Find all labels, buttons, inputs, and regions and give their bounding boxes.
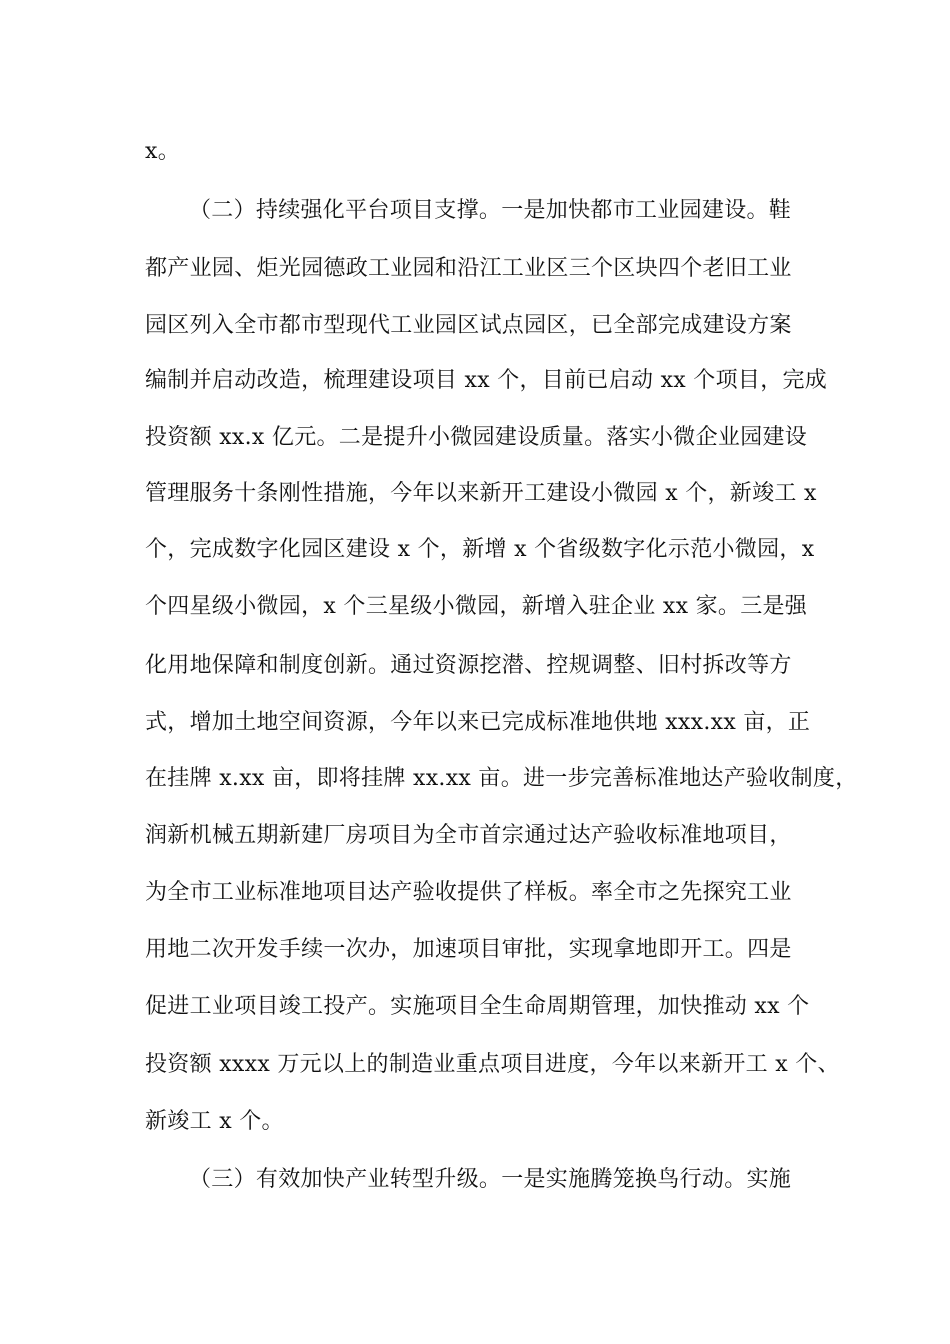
text-line: 润新机械五期新建厂房项目为全市首宗通过达产验收标准地项目， bbox=[145, 823, 792, 848]
text-line: 为全市工业标准地项目达产验收提供了样板。率全市之先探究工业 bbox=[145, 880, 792, 905]
text-line: 个四星级小微园，x 个三星级小微园，新增入驻企业 xx 家。三是强 bbox=[145, 594, 808, 619]
text-line: 化用地保障和制度创新。通过资源挖潜、控规调整、旧村拆改等方 bbox=[145, 653, 792, 678]
section-heading-line: （三）有效加快产业转型升级。一是实施腾笼换鸟行动。实施 bbox=[189, 1167, 792, 1192]
text-line: 管理服务十条刚性措施，今年以来新开工建设小微园 x 个，新竣工 x bbox=[145, 481, 817, 506]
text-line: 园区列入全市都市型现代工业园区试点园区，已全部完成建设方案 bbox=[145, 313, 792, 338]
text-line: 都产业园、炬光园德政工业园和沿江工业区三个区块四个老旧工业 bbox=[145, 256, 792, 281]
text-line: 促进工业项目竣工投产。实施项目全生命周期管理，加快推动 xx 个 bbox=[145, 994, 810, 1019]
text-line: 投资额 xx.x 亿元。二是提升小微园建设质量。落实小微企业园建设 bbox=[145, 425, 808, 450]
text-line: 编制并启动改造，梳理建设项目 xx 个，目前已启动 xx 个项目，完成 bbox=[145, 368, 828, 393]
text-line: x。 bbox=[145, 139, 181, 164]
text-line: 式，增加土地空间资源，今年以来已完成标准地供地 xxx.xx 亩，正 bbox=[145, 710, 811, 735]
text-line: 用地二次开发手续一次办，加速项目审批，实现拿地即开工。四是 bbox=[145, 937, 792, 962]
text-line: 个，完成数字化园区建设 x 个，新增 x 个省级数字化示范小微园，x bbox=[145, 537, 815, 562]
text-line: 在挂牌 x.xx 亩，即将挂牌 xx.xx 亩。进一步完善标准地达产验收制度， bbox=[145, 766, 858, 791]
text-line: 新竣工 x 个。 bbox=[145, 1109, 284, 1134]
text-line: 投资额 xxxx 万元以上的制造业重点项目进度，今年以来新开工 x 个、 bbox=[145, 1052, 840, 1077]
section-heading-line: （二）持续强化平台项目支撑。一是加快都市工业园建设。鞋 bbox=[189, 198, 792, 223]
